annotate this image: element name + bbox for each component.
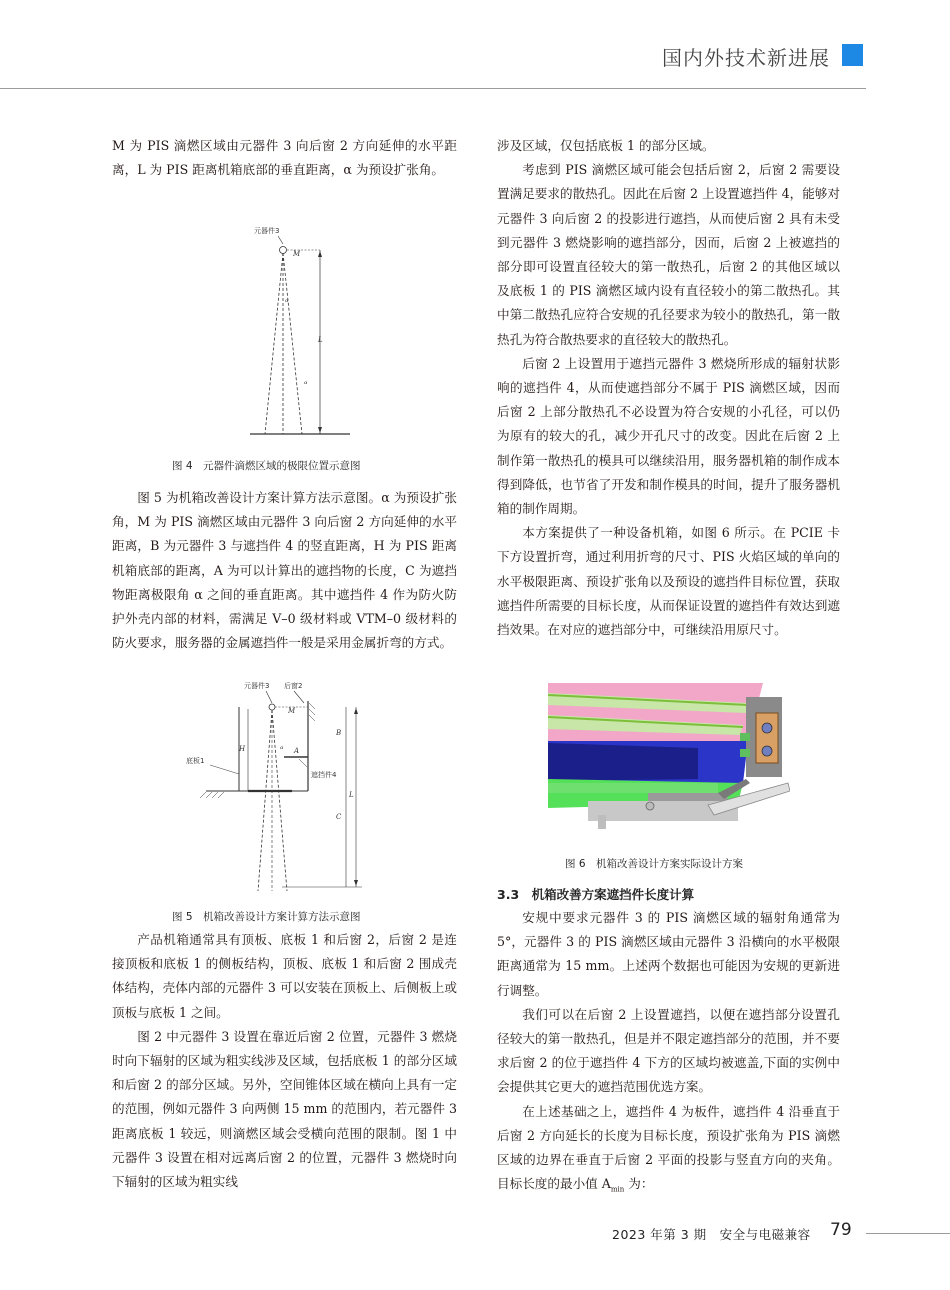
figure-5-svg [186,679,376,893]
fig4-M-label: M [293,250,301,258]
fig4-alpha-label: α [285,298,289,304]
fig4-alpha-label-2: α [304,380,308,386]
fig5-A-label: A [294,747,300,755]
figure-5-diagram [186,679,376,893]
right-paragraph-4: 本方案提供了一种设备机箱，如图 6 所示。在 PCIE 卡下方设置折弯，通过利用折弯的尺寸、PIS 火焰区域的单向的水平极限距离、预设扩张角以及预设的遮挡件目标位置，获取遮挡件所需要的目标长度，从而保证设置的遮挡件有效达到遮挡效果。在对应的遮挡部分中，可继续沿用原尺寸。 [497,525,840,638]
left-column-mid [112,486,457,655]
fig5-base-label: 底板1 [186,757,205,765]
left-column-top [112,134,457,182]
fig4-L-label: L [318,336,323,344]
right-paragraph-7-end: 为： [624,1176,654,1192]
right-paragraph-6: 我们可以在后窗 2 上设置遮挡，以便在遮挡部分设置孔径较大的第一散热孔，但是并不限定遮挡部分的范围，并不要求后窗 2 的位于遮挡件 4 下方的区域均被遮盖,下面的实例中会提供其它更大的遮挡范围优选方案。 [497,1006,840,1095]
fig5-H-label: H [239,745,246,753]
fig5-L-label: L [349,791,354,799]
left-paragraph-1: M 为 PIS 滴燃区域由元器件 3 向后窗 2 方向延伸的水平距离，L 为 PIS 距离机箱底部的垂直距离，α 为预设扩张角。 [112,138,457,178]
footer-divider [866,1233,950,1234]
fig4-component-dot [280,247,287,254]
right-paragraph-3: 后窗 2 上设置用于遮挡元器件 3 燃烧所形成的辐射状影响的遮挡件 4，从而使遮挡部分不属于 PIS 滴燃区域，因而后窗 2 上部分散热孔不必设置为符合安规的小孔径，可以仍为原有的较大的孔，减少开孔尺寸的改变。因此在后窗 2 上制作第一散热孔的模具可以继续沿用，服务器机箱的制作成本得到降低，也节省了开发和制作模具的时间，提升了服务器机箱的制作周期。 [497,355,840,517]
right-paragraph-2: 考虑到 PIS 滴燃区域可能会包括后窗 2，后窗 2 需要设置满足要求的散热孔。因此在后窗 2 上设置遮挡件 4，能够对元器件 3 向后窗 2 的投影进行遮挡，从而使后窗 2 具有未受到元器件 3 燃烧影响的遮挡部分，因而，后窗 2 上被遮挡的部分即可设置直径较大的第一散热孔，后窗 2 的其他区域以及底板 1 的 PIS 滴燃区域内设有直径较小的第二散热孔。其中第二散热孔应符合安规的孔径要求为较小的散热孔，第一散热孔为符合散热要求的直径较大的散热孔。 [497,162,840,347]
fig5-M-label: M [288,707,296,715]
right-column-top [497,134,840,642]
section-3-3-title: 3.3 机箱改善方案遮挡件长度计算 [497,887,695,902]
figure-4-caption: 图 4 元器件滴燃区域的极限位置示意图 [172,460,361,472]
figure-6-svg [548,683,790,833]
right-paragraph-5: 安规中要求元器件 3 的 PIS 滴燃区域的辐射角通常为 5°，元器件 3 的 PIS 滴燃区域由元器件 3 沿横向的水平极限距离通常为 15 mm。上述两个数据也可能因为安规的更新进行调整。 [497,910,840,998]
header-divider [0,88,866,89]
right-column-bottom [497,906,840,1202]
fig5-component-dot [269,704,275,710]
fig5-shield-label: 遮挡件4 [311,771,337,779]
fig5-B-label: B [336,729,342,737]
page-number: 79 [830,1220,852,1240]
fig4-component-label: 元器件3 [254,227,280,235]
figure-4-svg [240,222,360,444]
right-paragraph-7 [497,1100,840,1202]
right-paragraph-1: 涉及区域，仅包括底板 1 的部分区域。 [497,138,715,153]
section-header-title: 国内外技术新进展 [662,46,830,70]
fig5-component-label: 元器件3 [244,682,270,690]
right-paragraph-7-text: 在上述基础之上，遮挡件 4 为板件，遮挡件 4 沿垂直于后窗 2 方向延长的长度为目标长度，预设扩张角为 PIS 滴燃区域的边界在垂直于后窗 2 平面的投影与竖直方向的夹角。目标长度的最小值 A [497,1103,840,1192]
left-paragraph-4: 图 2 中元器件 3 设置在靠近后窗 2 位置，元器件 3 燃烧时向下辐射的区域为粗实线涉及区域，包括底板 1 的部分区域和后窗 2 的部分区域。另外，空间锥体区域在横向上具有一定的范围，例如元器件 3 向两侧 15 mm 的范围内，若元器件 3 距离底板 1 较远，则滴燃区域会受横向范围的限制。图 1 中元器件 3 设置在相对远离后窗 2 的位置，元器件 3 燃烧时向下辐射的区域为粗实线 [112,1028,457,1190]
right-paragraph-7-subscript: min [610,1185,625,1194]
figure-6-image [548,683,790,833]
left-column-bottom [112,928,457,1194]
left-paragraph-3: 产品机箱通常具有顶板、底板 1 和后窗 2，后窗 2 是连接顶板和底板 1 的侧板结构，顶板、底板 1 和后窗 2 围成壳体结构，壳体内部的元器件 3 可以安装在顶板上、后侧板上或顶板与底板 1 之间。 [112,932,457,1020]
figure-5-caption: 图 5 机箱改善设计方案计算方法示意图 [172,911,361,923]
fig5-alpha-label: α [280,745,284,751]
header-color-block [842,44,863,66]
fig5-C-label: C [336,813,342,821]
footer-journal-issue: 2023 年第 3 期 安全与电磁兼容 [612,1227,811,1242]
fig5-window-label: 后窗2 [284,682,303,690]
figure-4-diagram [240,222,360,444]
figure-6-caption: 图 6 机箱改善设计方案实际设计方案 [565,858,744,870]
left-paragraph-2: 图 5 为机箱改善设计方案计算方法示意图。α 为预设扩张角，M 为 PIS 滴燃区域由元器件 3 向后窗 2 方向延伸的水平距离，B 为元器件 3 与遮挡件 4 的竖直距离，H 为 PIS 距离机箱底部的距离，A 为可以计算出的遮挡物的长度，C 为遮挡物距离极限角 α 之间的垂直距离。其中遮挡件 4 作为防火防护外壳内部的材料，需满足 V–0 级材料或 VTM–0 级材料的防火要求，服务器的金属遮挡件一般是采用金属折弯的方式。 [112,490,457,651]
